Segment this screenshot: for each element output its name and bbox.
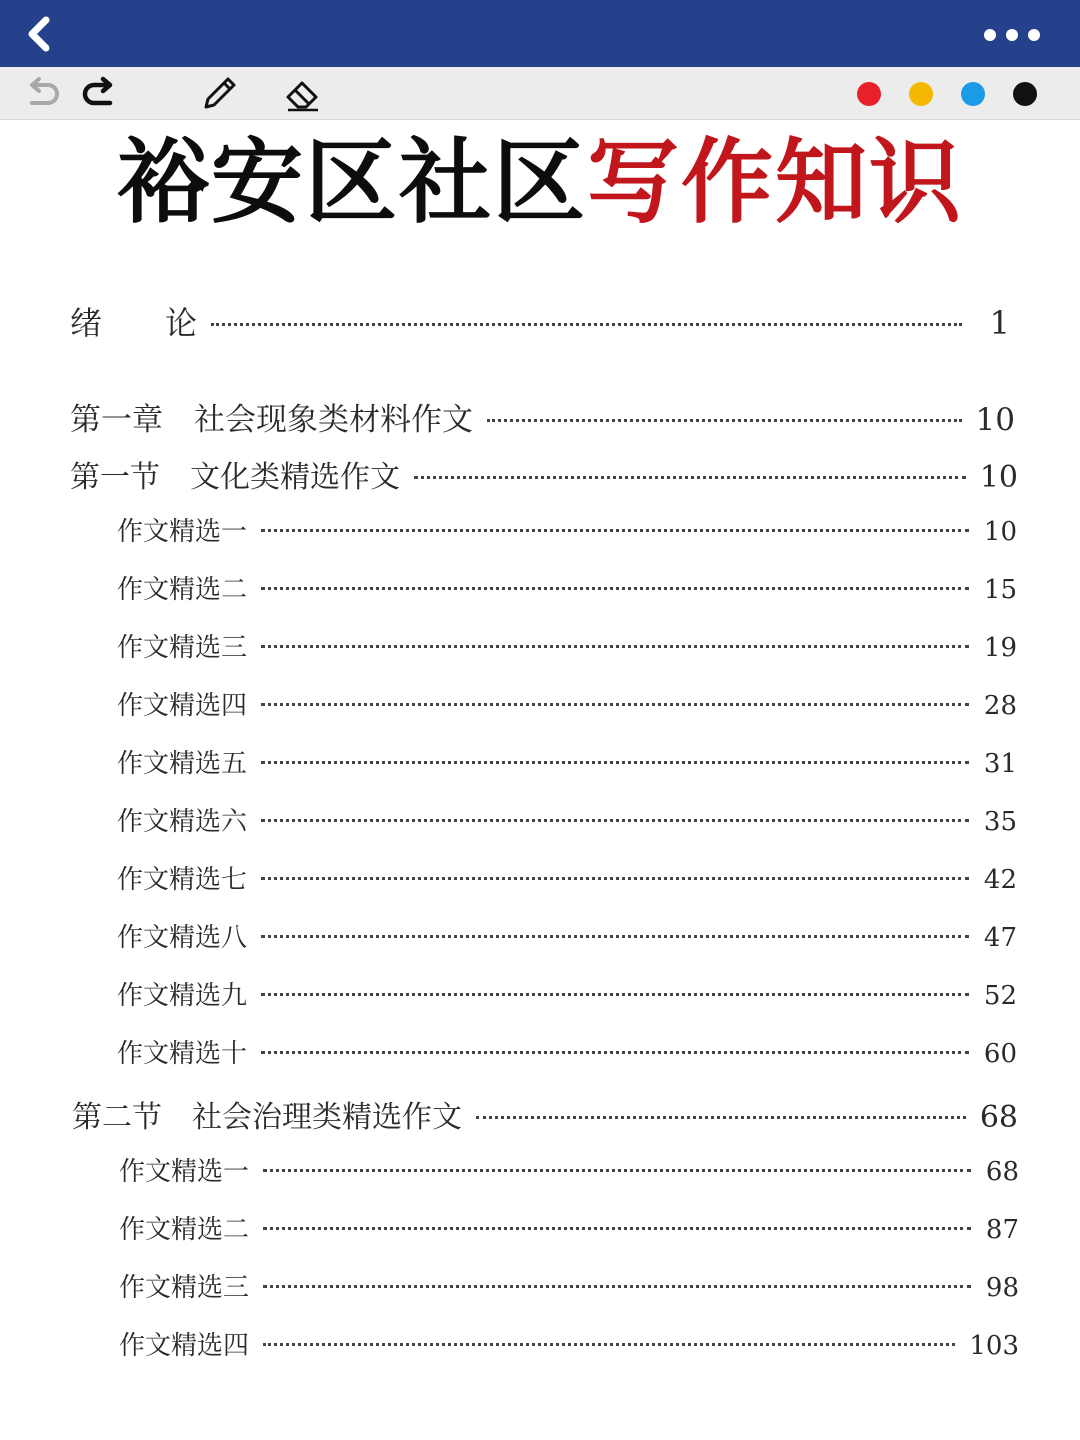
toc-item-row[interactable]	[117, 685, 1017, 722]
toc-item-label: 作文精选四	[119, 1331, 250, 1361]
dot-leader	[261, 877, 969, 880]
dot-leader	[261, 645, 969, 648]
dot-leader	[263, 1169, 971, 1172]
page-title	[0, 128, 1080, 238]
toc-item-row[interactable]	[119, 1325, 1019, 1362]
toc-intro-label	[70, 298, 197, 344]
more-dots-icon	[980, 20, 1050, 50]
toc-item-label: 作文精选五	[117, 749, 248, 779]
chevron-left-icon	[18, 12, 62, 56]
toc-chapter-page: 10	[975, 402, 1015, 438]
toc-item-label: 作文精选六	[117, 807, 248, 837]
toc-item-row[interactable]	[117, 801, 1017, 838]
toc-item-page: 35	[983, 807, 1017, 837]
toc-item-label: 作文精选二	[119, 1215, 250, 1245]
toc-item-page: 52	[983, 981, 1017, 1011]
toc-item-page: 10	[983, 517, 1017, 547]
toc-section-label: 第二节 社会治理类精选作文	[72, 1100, 462, 1135]
toc-item-label: 作文精选一	[119, 1157, 250, 1187]
toc-item-label: 作文精选二	[117, 575, 248, 605]
top-app-bar	[0, 0, 1080, 67]
toc-item-row[interactable]	[117, 859, 1017, 896]
toc-item-row[interactable]	[117, 975, 1017, 1012]
toc-item-page: 42	[983, 865, 1017, 895]
color-blue-swatch[interactable]	[961, 82, 985, 106]
toc-item-label: 作文精选三	[117, 633, 248, 663]
toc-chapter-row[interactable]	[70, 394, 1015, 439]
toc-section-row[interactable]	[72, 1092, 1018, 1136]
toc-item-page: 68	[985, 1157, 1019, 1187]
dot-leader	[211, 323, 962, 326]
toc-item-page: 47	[983, 923, 1017, 953]
dot-leader	[263, 1285, 971, 1288]
redo-button[interactable]	[78, 75, 118, 113]
toc-intro-row[interactable]	[70, 298, 1010, 344]
toc-section-row[interactable]	[70, 452, 1018, 496]
redo-icon	[78, 75, 118, 113]
color-red-swatch[interactable]	[857, 82, 881, 106]
toc-item-row[interactable]	[117, 917, 1017, 954]
toc-item-label: 作文精选四	[117, 691, 248, 721]
pencil-icon	[198, 75, 238, 113]
undo-button[interactable]	[22, 75, 62, 113]
dot-leader	[261, 935, 969, 938]
toc-section-page: 10	[979, 460, 1018, 495]
dot-leader	[476, 1116, 966, 1119]
toc-item-page: 98	[985, 1273, 1019, 1303]
dot-leader	[261, 587, 969, 590]
more-options-button[interactable]	[980, 20, 1050, 50]
toc-item-label: 作文精选七	[117, 865, 248, 895]
toc-item-row[interactable]	[117, 511, 1017, 548]
title-part-black: 裕安区社区	[116, 129, 587, 236]
dot-leader	[261, 761, 969, 764]
toc-item-label: 作文精选九	[117, 981, 248, 1011]
undo-icon	[22, 75, 62, 113]
toc-item-row[interactable]	[117, 627, 1017, 664]
toc-item-row[interactable]	[119, 1267, 1019, 1304]
toc-item-page: 28	[983, 691, 1017, 721]
toc-item-label: 作文精选十	[117, 1039, 248, 1069]
toc-item-row[interactable]	[117, 569, 1017, 606]
pen-tool-button[interactable]	[198, 75, 238, 113]
toc-item-row[interactable]	[117, 1033, 1017, 1070]
toc-intro-label-a: 绪	[70, 304, 103, 342]
dot-leader	[261, 993, 969, 996]
dot-leader	[263, 1343, 955, 1346]
dot-leader	[261, 529, 969, 532]
dot-leader	[263, 1227, 971, 1230]
color-yellow-swatch[interactable]	[909, 82, 933, 106]
toc-intro-label-b: 论	[165, 304, 198, 342]
toc-item-page: 19	[983, 633, 1017, 663]
back-button[interactable]	[18, 12, 62, 56]
dot-leader	[261, 1051, 969, 1054]
dot-leader	[414, 476, 966, 479]
toc-item-label: 作文精选三	[119, 1273, 250, 1303]
dot-leader	[261, 703, 969, 706]
dot-leader	[261, 819, 969, 822]
toc-section-page: 68	[979, 1100, 1018, 1135]
toc-item-page: 31	[983, 749, 1017, 779]
toc-item-label: 作文精选八	[117, 923, 248, 953]
eraser-tool-button[interactable]	[282, 75, 322, 113]
toc-section-label: 第一节 文化类精选作文	[70, 460, 400, 495]
title-part-red: 写作知识	[587, 129, 964, 236]
toc-item-label: 作文精选一	[117, 517, 248, 547]
toc-item-row[interactable]	[119, 1151, 1019, 1188]
toc-chapter-label: 第一章 社会现象类材料作文	[70, 402, 473, 438]
toc-item-page: 60	[983, 1039, 1017, 1069]
eraser-icon	[282, 75, 322, 113]
color-black-swatch[interactable]	[1013, 82, 1037, 106]
toc-item-row[interactable]	[119, 1209, 1019, 1246]
toc-intro-page: 1	[989, 304, 1010, 342]
toc-item-row[interactable]	[117, 743, 1017, 780]
dot-leader	[487, 419, 962, 422]
toc-item-page: 15	[983, 575, 1017, 605]
toc-item-page: 87	[985, 1215, 1019, 1245]
toc-item-page: 103	[969, 1331, 1019, 1361]
